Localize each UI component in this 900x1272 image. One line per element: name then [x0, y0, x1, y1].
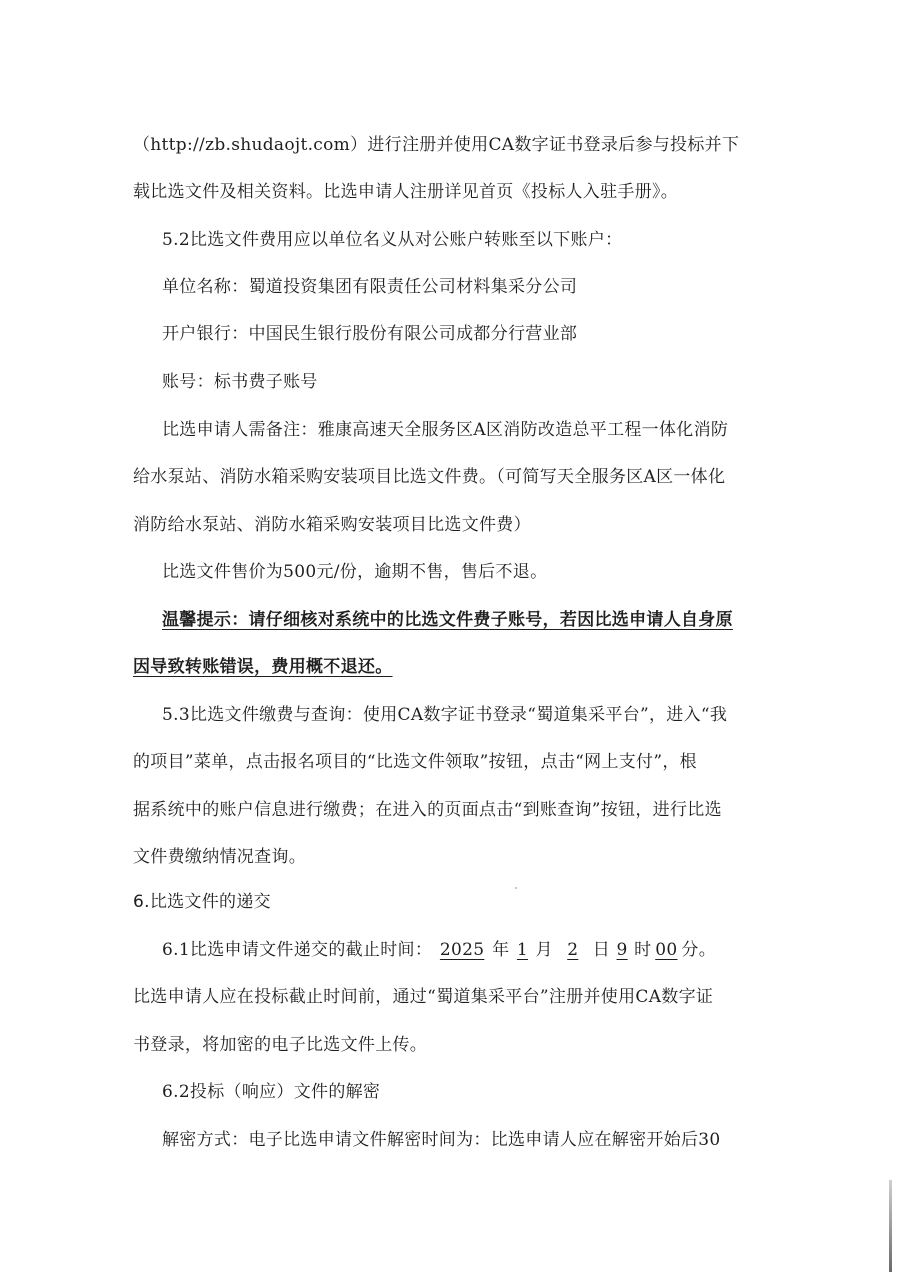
account-name: 单位名称：蜀道投资集团有限责任公司材料集采分公司 [162, 277, 578, 297]
account-number: 账号：标书费子账号 [162, 372, 318, 392]
section-6-2-heading: 6.2投标（响应）文件的解密 [162, 1082, 381, 1102]
section-5-2-heading: 5.2比选文件费用应以单位名义从对公账户转账至以下账户： [162, 230, 623, 250]
deadline-day-unit: 日 [592, 940, 611, 960]
deadline-year-unit: 年 [492, 940, 510, 960]
section-5-3-text: 文件费缴纳情况查询。 [133, 847, 306, 867]
deadline-month: 1 [516, 940, 529, 960]
text-line: （http://zb.shudaojt.com）进行注册并使用CA数字证书登录后参与投标并下 [133, 135, 740, 155]
deadline-minute-unit: 分。 [681, 940, 716, 960]
remark-line: 比选申请人需备注：雅康高速天全服务区A区消防改造总平工程一体化消防 [162, 420, 729, 440]
section-5-3-text: 5.3比选文件缴费与查询：使用CA数字证书登录“蜀道集采平台”，进入“我 [162, 705, 728, 725]
deadline-month-unit: 月 [535, 940, 553, 960]
deadline-line [162, 940, 716, 960]
deadline-minute: 00 [655, 940, 678, 960]
decrypt-text: 解密方式：电子比选申请文件解密时间为：比选申请人应在解密开始后30 [162, 1130, 721, 1150]
remark-line: 消防给水泵站、消防水箱采购安装项目比选文件费） [133, 515, 531, 535]
remark-line: 给水泵站、消防水箱采购安装项目比选文件费。（可简写天全服务区A区一体化 [133, 467, 726, 487]
deadline-hour-unit: 时 [634, 940, 652, 960]
scan-edge-shadow [889, 1180, 892, 1272]
section-6-heading: 6.比选文件的递交 [133, 892, 271, 912]
submission-text: 书登录，将加密的电子比选文件上传。 [133, 1035, 428, 1055]
submission-text: 比选申请人应在投标截止时间前，通过“蜀道集采平台”注册并使用CA数字证 [133, 987, 714, 1007]
warning-notice: 因导致转账错误，费用概不退还。 [133, 657, 393, 677]
scan-speck [515, 887, 517, 889]
account-bank: 开户银行：中国民生银行股份有限公司成都分行营业部 [162, 324, 578, 344]
deadline-day: 2 [567, 940, 579, 960]
section-5-3-text: 的项目”菜单，点击报名项目的“比选文件领取”按钮，点击“网上支付”，根 [133, 752, 697, 772]
section-5-3-text: 据系统中的账户信息进行缴费；在进入的页面点击“到账查询”按钮，进行比选 [133, 800, 722, 820]
deadline-prefix: 6.1比选申请文件递交的截止时间： [162, 940, 433, 960]
deadline-hour: 9 [616, 940, 628, 960]
text-line: 载比选文件及相关资料。比选申请人注册详见首页《投标人入驻手册》。 [133, 182, 679, 202]
warning-notice: 温馨提示：请仔细核对系统中的比选文件费子账号，若因比选申请人自身原 [162, 610, 733, 630]
deadline-year: 2025 [439, 940, 485, 960]
price-line: 比选文件售价为500元/份，逾期不售，售后不退。 [162, 562, 548, 582]
